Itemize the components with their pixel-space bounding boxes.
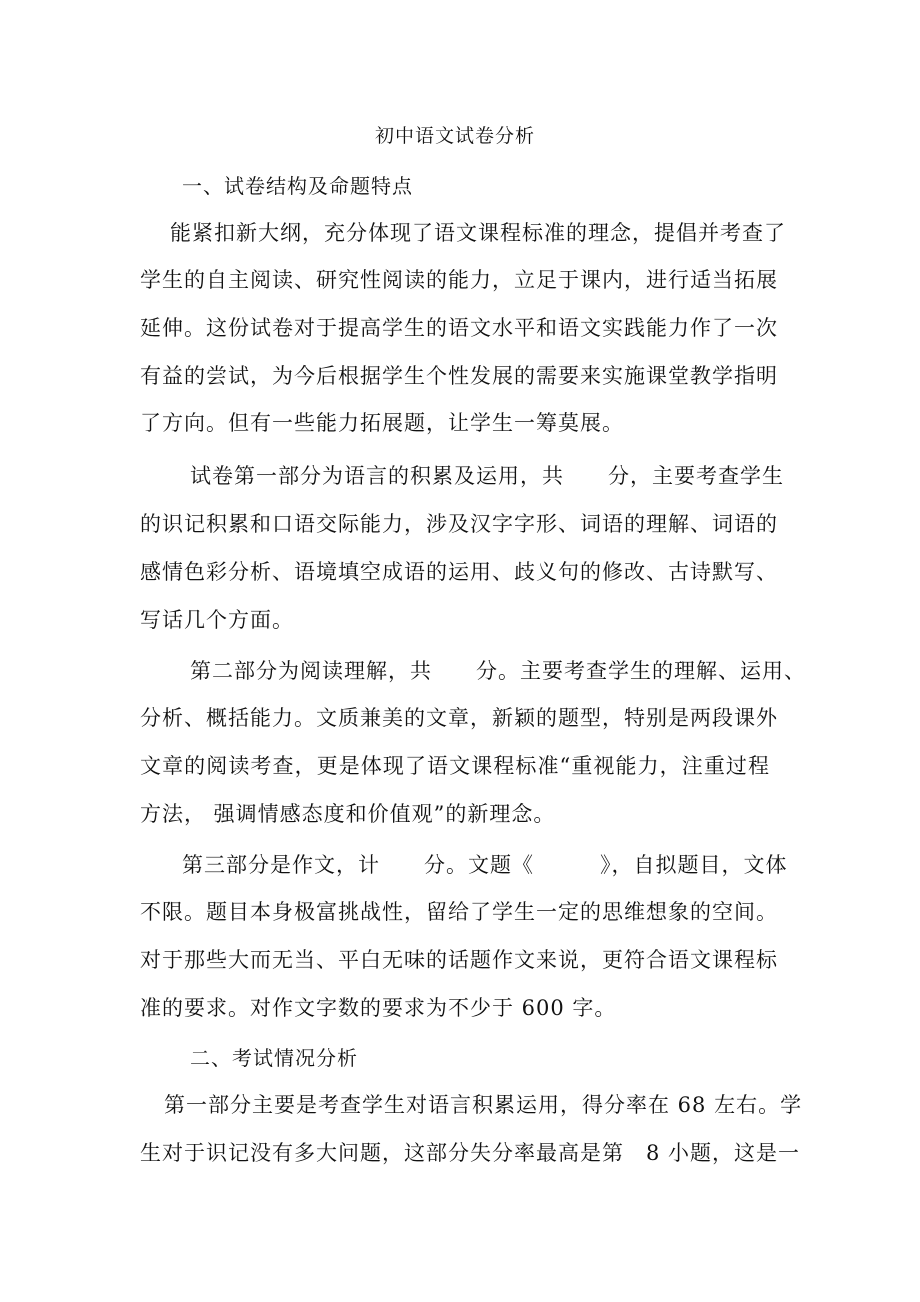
paragraph-4-line-1: 第三部分是作文，计 分。文题《 》，自拟题目，文体: [182, 853, 788, 877]
paragraph-3-line-1: 第二部分为阅读理解，共 分。主要考查学生的理解、运用、: [190, 659, 806, 683]
paragraph-3-line-3: 文章的阅读考查，更是体现了语文课程标准“重视能力，注重过程: [140, 754, 770, 778]
paragraph-4-line-2: 不限。题目本身极富挑战性，留给了学生一定的思维想象的空间。: [140, 900, 778, 924]
paragraph-3-line-4: 方法， 强调情感态度和价值观”的新理念。: [140, 802, 556, 826]
paragraph-2-line-4: 写话几个方面。: [140, 608, 294, 632]
paragraph-1-line-2: 学生的自主阅读、研究性阅读的能力，立足于课内，进行适当拓展: [140, 268, 778, 292]
paragraph-2-line-3: 感情色彩分析、语境填空成语的运用、歧义句的修改、古诗默写、: [140, 560, 778, 584]
section-heading-2: 二、考试情况分析: [190, 1046, 358, 1070]
paragraph-1-line-4: 有益的尝试，为今后根据学生个性发展的需要来实施课堂教学指明: [140, 364, 778, 388]
paragraph-1-line-3: 延伸。这份试卷对于提高学生的语文水平和语文实践能力作了一次: [140, 316, 778, 340]
paragraph-1-line-1: 能紧扣新大纲，充分体现了语文课程标准的理念，提倡并考查了: [170, 221, 786, 245]
paragraph-2-line-1: 试卷第一部分为语言的积累及运用，共 分，主要考查学生: [190, 464, 784, 488]
paragraph-5-line-1: 第一部分主要是考查学生对语言积累运用，得分率在 68 左右。学: [164, 1093, 803, 1117]
section-heading-1: 一、试卷结构及命题特点: [182, 174, 413, 198]
paragraph-4-line-4: 准的要求。对作文字数的要求为不少于 600 字。: [140, 996, 617, 1020]
paragraph-5-line-2: 生对于识记没有多大问题，这部分失分率最高是第 8 小题，这是一: [140, 1141, 801, 1165]
paragraph-1-line-5: 了方向。但有一些能力拓展题，让学生一筹莫展。: [140, 411, 624, 435]
paragraph-3-line-2: 分析、概括能力。文质兼美的文章，新颖的题型，特别是两段课外: [140, 706, 778, 730]
paragraph-2-line-2: 的识记积累和口语交际能力，涉及汉字字形、词语的理解、词语的: [140, 512, 778, 536]
paragraph-4-line-3: 对于那些大而无当、平白无味的话题作文来说，更符合语文课程标: [140, 948, 778, 972]
document-title: 初中语文试卷分析: [375, 125, 536, 147]
